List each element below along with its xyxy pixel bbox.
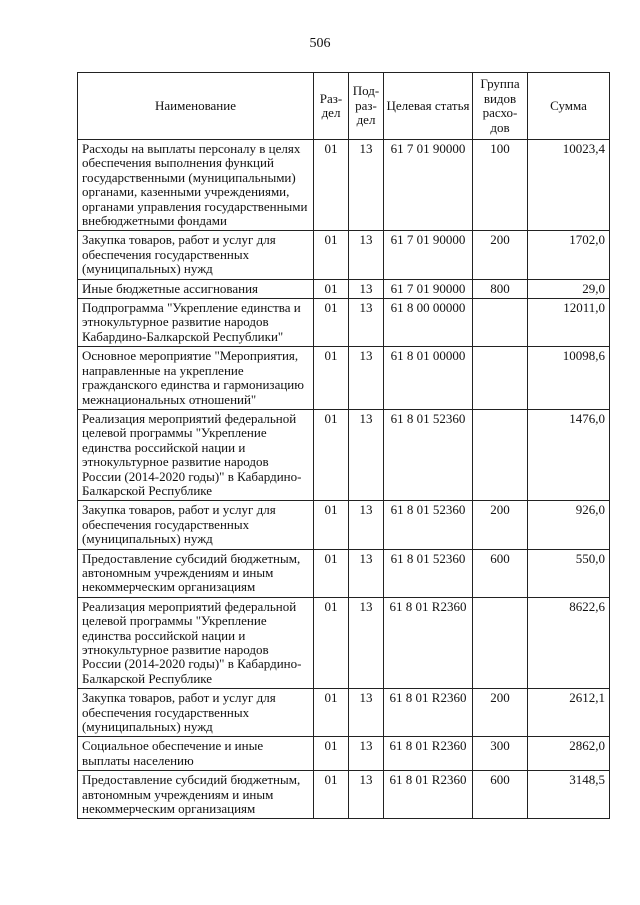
cell-gruppa: 200	[473, 501, 528, 549]
cell-podrazdel: 13	[349, 549, 384, 597]
cell-summa: 1702,0	[528, 231, 610, 279]
cell-gruppa: 100	[473, 140, 528, 231]
cell-celevaya: 61 8 01 R2360	[384, 737, 473, 771]
header-podrazdel: Под-раз-дел	[349, 73, 384, 140]
cell-summa: 29,0	[528, 279, 610, 298]
cell-celevaya: 61 8 01 00000	[384, 347, 473, 410]
cell-summa: 10023,4	[528, 140, 610, 231]
cell-summa: 3148,5	[528, 771, 610, 819]
cell-name: Расходы на выплаты персоналу в целях обеспечения выполнения функций государственными (муниципальными) органами, казенными учреждениями, органами управления государственными внебюджетными фондами	[78, 140, 314, 231]
cell-name: Социальное обеспечение и иные выплаты населению	[78, 737, 314, 771]
budget-table	[77, 72, 610, 819]
cell-summa: 12011,0	[528, 299, 610, 347]
cell-gruppa	[473, 299, 528, 347]
cell-podrazdel: 13	[349, 501, 384, 549]
cell-podrazdel: 13	[349, 597, 384, 688]
table-row	[78, 140, 610, 231]
table-header-row	[78, 73, 610, 140]
cell-podrazdel: 13	[349, 689, 384, 737]
cell-podrazdel: 13	[349, 279, 384, 298]
cell-celevaya: 61 8 01 R2360	[384, 597, 473, 688]
cell-razdel: 01	[314, 549, 349, 597]
header-summa: Сумма	[528, 73, 610, 140]
cell-celevaya: 61 7 01 90000	[384, 140, 473, 231]
table-body	[78, 140, 610, 819]
cell-celevaya: 61 8 01 52360	[384, 501, 473, 549]
table-row	[78, 299, 610, 347]
cell-gruppa: 200	[473, 689, 528, 737]
cell-gruppa: 600	[473, 771, 528, 819]
cell-gruppa: 800	[473, 279, 528, 298]
table-row	[78, 347, 610, 410]
cell-celevaya: 61 7 01 90000	[384, 279, 473, 298]
cell-razdel: 01	[314, 737, 349, 771]
cell-gruppa	[473, 347, 528, 410]
cell-podrazdel: 13	[349, 299, 384, 347]
table-row	[78, 771, 610, 819]
cell-celevaya: 61 8 00 00000	[384, 299, 473, 347]
cell-celevaya: 61 8 01 R2360	[384, 689, 473, 737]
cell-summa: 8622,6	[528, 597, 610, 688]
header-gruppa: Группа видов расхо-дов	[473, 73, 528, 140]
header-name: Наименование	[78, 73, 314, 140]
table-row	[78, 501, 610, 549]
cell-razdel: 01	[314, 597, 349, 688]
header-razdel: Раз-дел	[314, 73, 349, 140]
cell-podrazdel: 13	[349, 347, 384, 410]
table-row	[78, 689, 610, 737]
cell-name: Закупка товаров, работ и услуг для обеспечения государственных (муниципальных) нужд	[78, 501, 314, 549]
table-row	[78, 737, 610, 771]
table-row	[78, 549, 610, 597]
cell-gruppa: 600	[473, 549, 528, 597]
cell-name: Предоставление субсидий бюджетным, автономным учреждениям и иным некоммерческим организациям	[78, 549, 314, 597]
cell-celevaya: 61 8 01 52360	[384, 409, 473, 500]
cell-gruppa	[473, 597, 528, 688]
table-row	[78, 409, 610, 500]
cell-summa: 926,0	[528, 501, 610, 549]
cell-summa: 1476,0	[528, 409, 610, 500]
cell-name: Закупка товаров, работ и услуг для обеспечения государственных (муниципальных) нужд	[78, 231, 314, 279]
cell-summa: 550,0	[528, 549, 610, 597]
cell-podrazdel: 13	[349, 771, 384, 819]
cell-summa: 2862,0	[528, 737, 610, 771]
cell-name: Реализация мероприятий федеральной целевой программы "Укрепление единства российской нации и этнокультурное развитие народов России (2014-2020 годы)" в Кабардино-Балкарской Республике	[78, 409, 314, 500]
page-number: 506	[309, 36, 331, 51]
header-celevaya: Целевая статья	[384, 73, 473, 140]
cell-podrazdel: 13	[349, 737, 384, 771]
cell-celevaya: 61 7 01 90000	[384, 231, 473, 279]
cell-razdel: 01	[314, 409, 349, 500]
cell-razdel: 01	[314, 299, 349, 347]
cell-name: Предоставление субсидий бюджетным, автономным учреждениям и иным некоммерческим организациям	[78, 771, 314, 819]
cell-name: Иные бюджетные ассигнования	[78, 279, 314, 298]
cell-name: Реализация мероприятий федеральной целевой программы "Укрепление единства российской нации и этнокультурное развитие народов России (2014-2020 годы)" в Кабардино-Балкарской Республике	[78, 597, 314, 688]
cell-razdel: 01	[314, 501, 349, 549]
cell-razdel: 01	[314, 140, 349, 231]
cell-name: Закупка товаров, работ и услуг для обеспечения государственных (муниципальных) нужд	[78, 689, 314, 737]
cell-podrazdel: 13	[349, 409, 384, 500]
table-row	[78, 279, 610, 298]
table-row	[78, 597, 610, 688]
cell-celevaya: 61 8 01 R2360	[384, 771, 473, 819]
cell-name: Основное мероприятие "Мероприятия, направленные на укрепление гражданского единства и гармонизацию межнациональных отношений"	[78, 347, 314, 410]
cell-summa: 10098,6	[528, 347, 610, 410]
cell-razdel: 01	[314, 231, 349, 279]
cell-celevaya: 61 8 01 52360	[384, 549, 473, 597]
table-row	[78, 231, 610, 279]
cell-razdel: 01	[314, 279, 349, 298]
cell-podrazdel: 13	[349, 140, 384, 231]
cell-name: Подпрограмма "Укрепление единства и этнокультурное развитие народов Кабардино-Балкарской Республики"	[78, 299, 314, 347]
cell-razdel: 01	[314, 771, 349, 819]
cell-gruppa: 200	[473, 231, 528, 279]
cell-razdel: 01	[314, 347, 349, 410]
cell-podrazdel: 13	[349, 231, 384, 279]
cell-gruppa	[473, 409, 528, 500]
cell-gruppa: 300	[473, 737, 528, 771]
cell-razdel: 01	[314, 689, 349, 737]
cell-summa: 2612,1	[528, 689, 610, 737]
